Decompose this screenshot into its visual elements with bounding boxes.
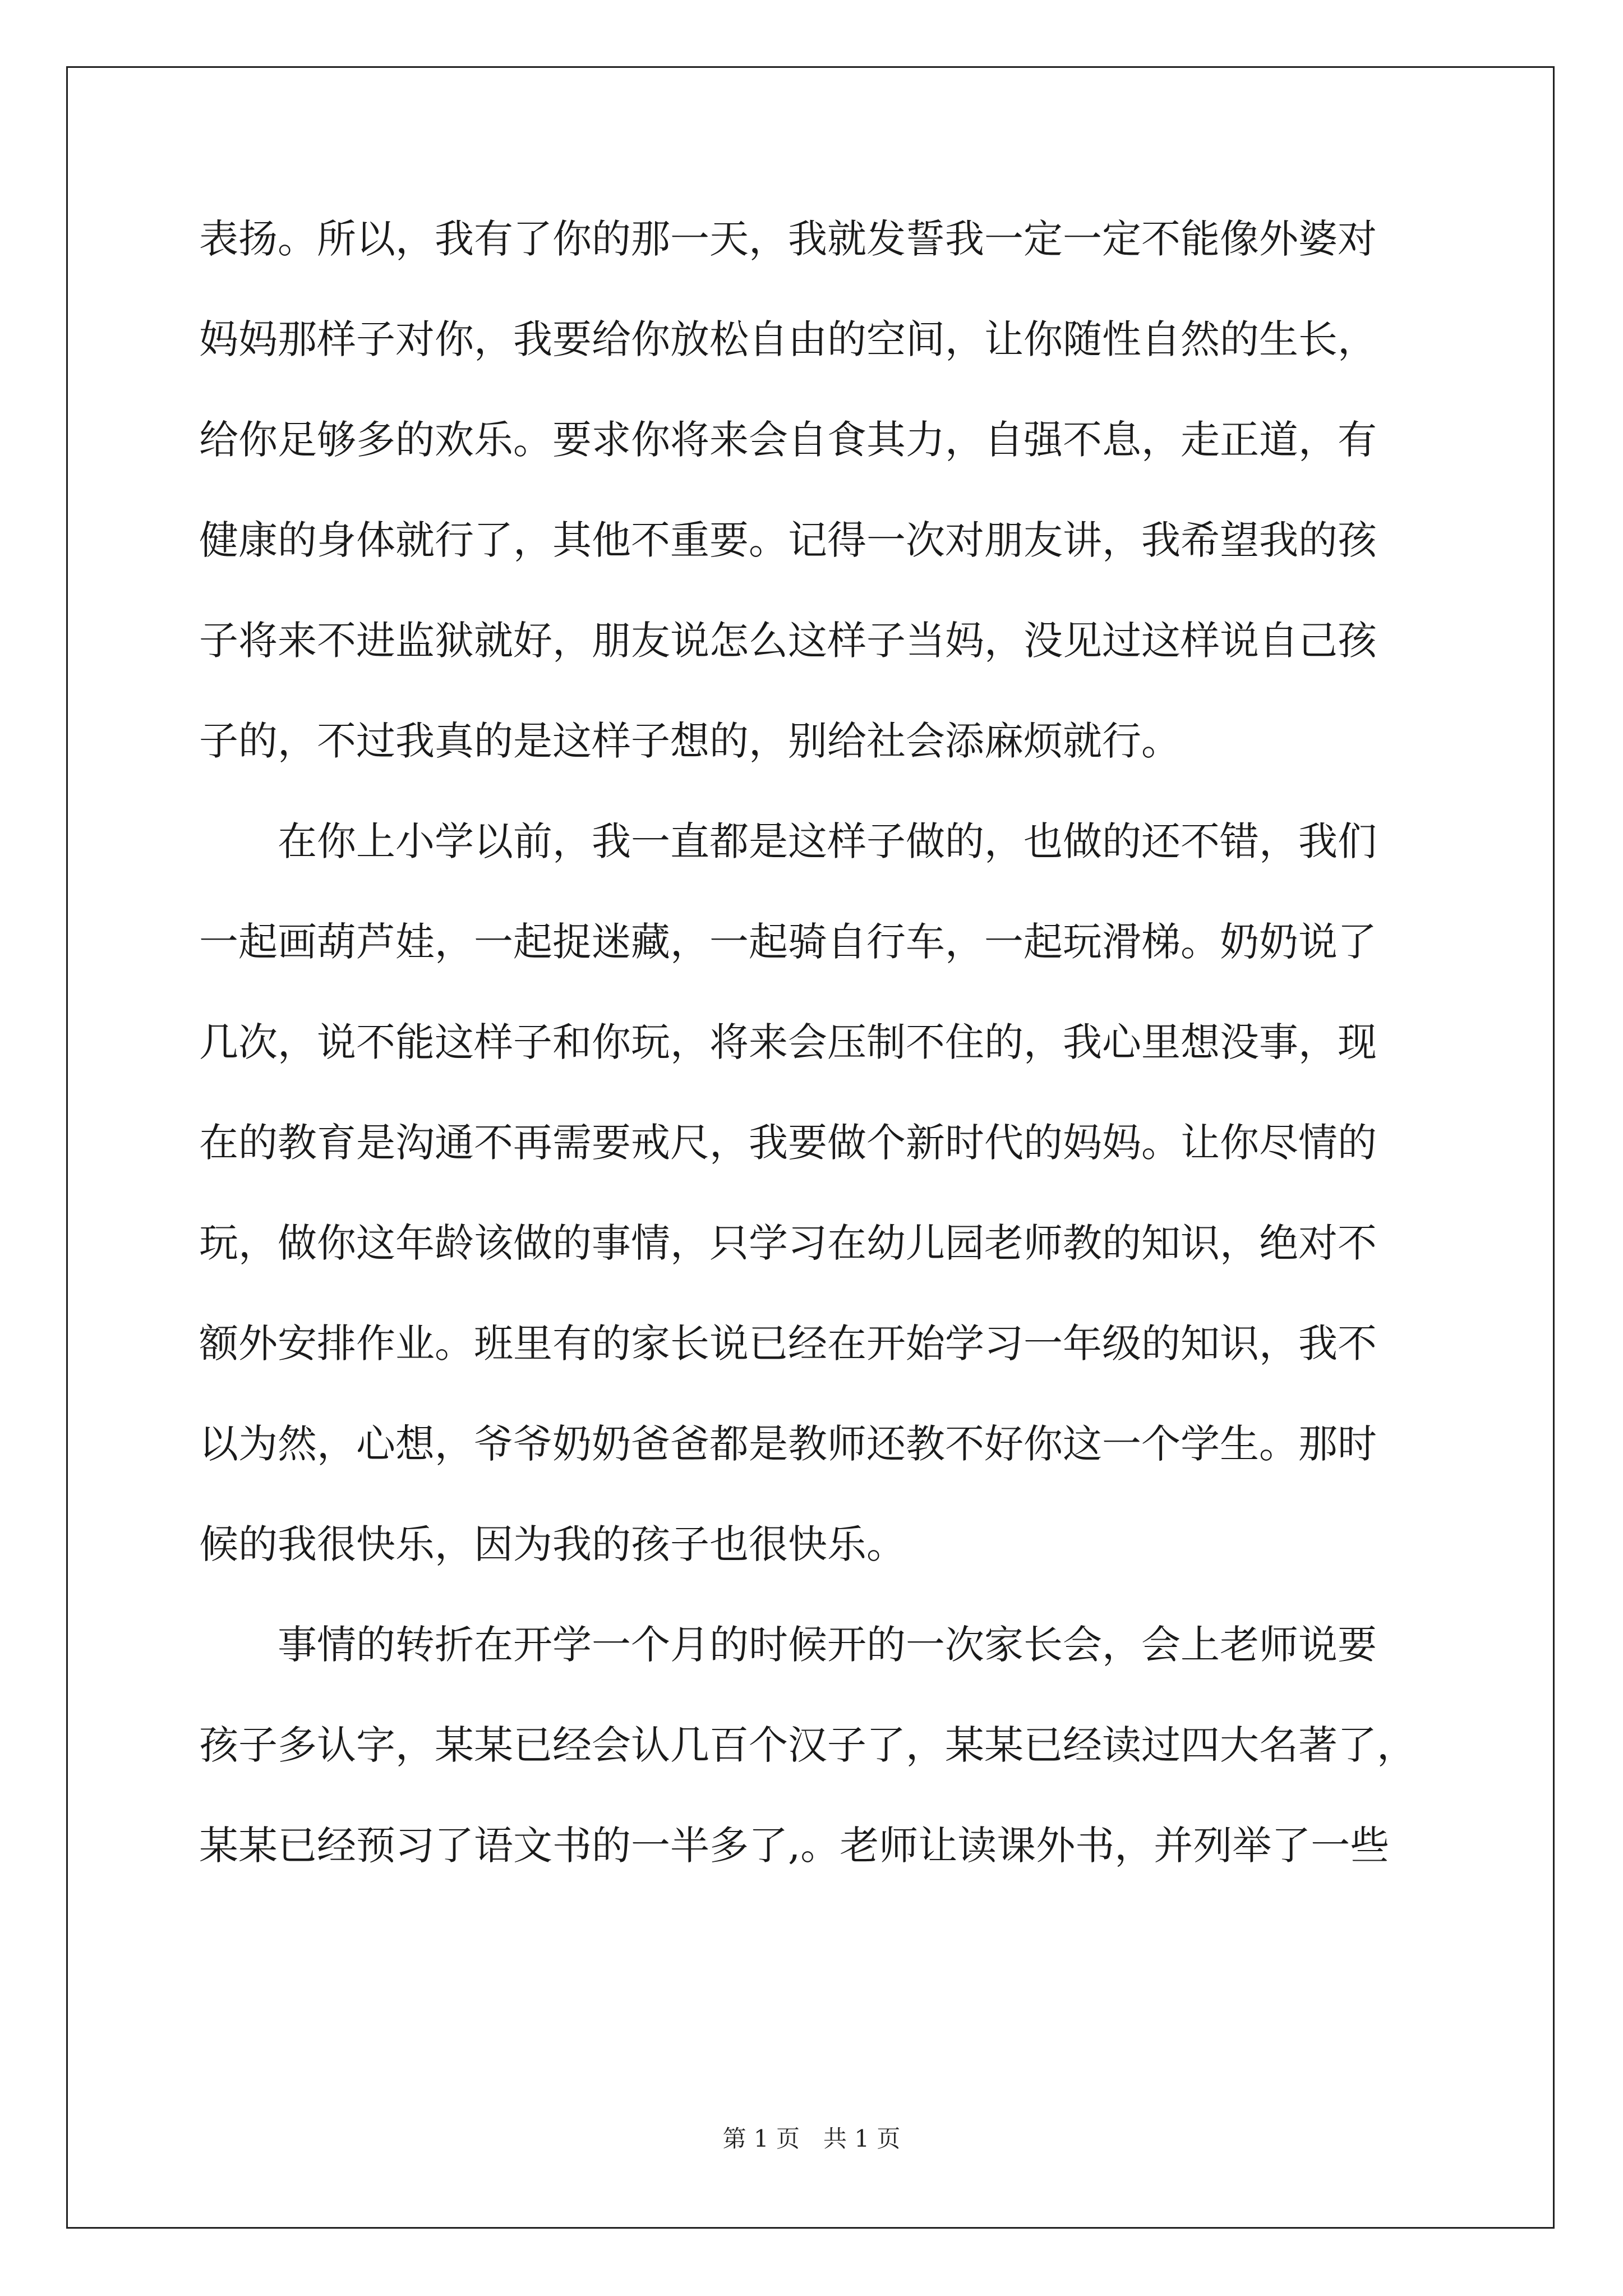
page-footer xyxy=(0,2122,1623,2156)
text-line: 子的，不过我真的是这样子想的，别给社会添麻烦就行。 xyxy=(199,718,1181,764)
text-line: 玩，做你这年龄该做的事情，只学习在幼儿园老师教的知识，绝对不 xyxy=(199,1220,1377,1266)
text-line: 表扬。所以，我有了你的那一天，我就发誓我一定一定不能像外婆对 xyxy=(199,216,1377,262)
text-line: 给你足够多的欢乐。要求你将来会自食其力，自强不息，走正道，有 xyxy=(199,417,1377,463)
text-line: 一起画葫芦娃，一起捉迷藏，一起骑自行车，一起玩滑梯。奶奶说了 xyxy=(199,919,1377,965)
text-line: 几次，说不能这样子和你玩，将来会压制不住的，我心里想没事，现 xyxy=(199,1019,1377,1065)
paragraph-start-line: 事情的转折在开学一个月的时候开的一次家长会，会上老师说要 xyxy=(278,1622,1377,1668)
page-total: 共 1 页 xyxy=(823,2125,901,2152)
text-line: 候的我很快乐，因为我的孩子也很快乐。 xyxy=(199,1521,906,1567)
paragraph-start-line: 在你上小学以前，我一直都是这样子做的，也做的还不错，我们 xyxy=(278,818,1377,864)
page-number: 第 1 页 xyxy=(722,2125,800,2152)
text-line: 额外安排作业。班里有的家长说已经在开始学习一年级的知识，我不 xyxy=(199,1320,1377,1366)
text-line: 健康的身体就行了，其他不重要。记得一次对朋友讲，我希望我的孩 xyxy=(199,517,1377,563)
text-line: 子将来不进监狱就好，朋友说怎么这样子当妈，没见过这样说自己孩 xyxy=(199,618,1377,664)
text-line: 某某已经预习了语文书的一半多了,。老师让读课外书，并列举了一些 xyxy=(199,1823,1390,1869)
text-line: 在的教育是沟通不再需要戒尺，我要做个新时代的妈妈。让你尽情的 xyxy=(199,1120,1377,1166)
text-line: 孩子多认字，某某已经会认几百个汉子了，某某已经读过四大名著了， xyxy=(199,1722,1416,1768)
text-line: 以为然，心想，爷爷奶奶爸爸都是教师还教不好你这一个学生。那时 xyxy=(199,1421,1377,1467)
text-line: 妈妈那样子对你，我要给你放松自由的空间，让你随性自然的生长， xyxy=(199,316,1377,362)
